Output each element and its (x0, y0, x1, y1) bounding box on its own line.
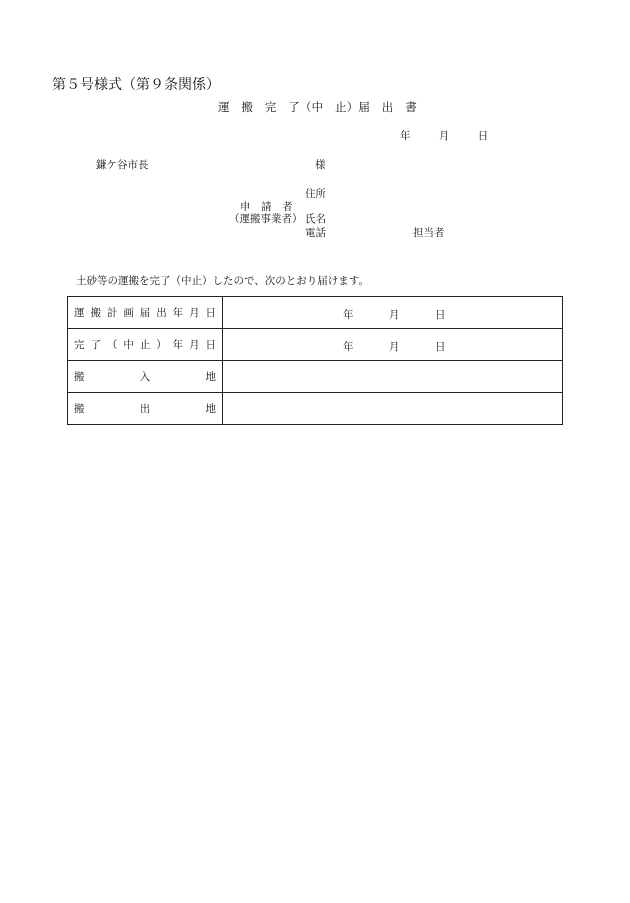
name-label: 氏名 (305, 213, 326, 225)
row-date-year: 年 (343, 341, 354, 353)
row-label: 搬 出 地 (74, 403, 216, 415)
row-value-cell[interactable] (223, 329, 563, 361)
row-value-cell[interactable] (223, 297, 563, 329)
row-label: 完 了 （ 中 止 ） 年 月 日 (74, 339, 216, 351)
addressee-name: 鎌ケ谷市長 (96, 159, 149, 171)
row-value-cell[interactable] (223, 361, 563, 393)
row-label-cell (68, 297, 223, 329)
intro-text: 土砂等の運搬を完了（中止）したので、次のとおり届けます。 (76, 275, 369, 287)
row-value (223, 393, 562, 424)
row-label: 運 搬 計 画 届 出 年 月 日 (74, 307, 216, 319)
row-label: 搬 入 地 (74, 371, 216, 383)
contact-label: 担当者 (413, 227, 445, 239)
table-row (68, 393, 563, 425)
row-value (223, 361, 562, 392)
row-label-cell (68, 393, 223, 425)
addressee-honorific: 様 (315, 159, 326, 171)
table-row (68, 361, 563, 393)
row-label-cell (68, 361, 223, 393)
date-year: 年 (400, 130, 411, 142)
company-label: （運搬事業者） (229, 213, 303, 225)
row-value (223, 329, 562, 360)
date-month: 月 (438, 130, 450, 142)
form-number: 第５号様式（第９条関係） (52, 77, 220, 93)
row-label-cell (68, 329, 223, 361)
address-label: 住所 (305, 188, 326, 200)
row-date-day: 日 (435, 341, 446, 353)
row-date-year: 年 (343, 309, 354, 321)
table-row (68, 297, 563, 329)
row-date-month: 月 (389, 341, 400, 353)
row-value-cell[interactable] (223, 393, 563, 425)
date-day: 日 (477, 130, 489, 142)
applicant-label: 申 請 者 (240, 201, 293, 213)
submission-date (400, 131, 488, 142)
table-row (68, 329, 563, 361)
phone-label: 電話 (305, 227, 326, 239)
document-title: 運 搬 完 了（中 止）届 出 書 (218, 100, 417, 114)
details-table (67, 296, 563, 425)
row-value (223, 297, 562, 328)
row-date-month: 月 (389, 309, 400, 321)
row-date-day: 日 (435, 309, 446, 321)
